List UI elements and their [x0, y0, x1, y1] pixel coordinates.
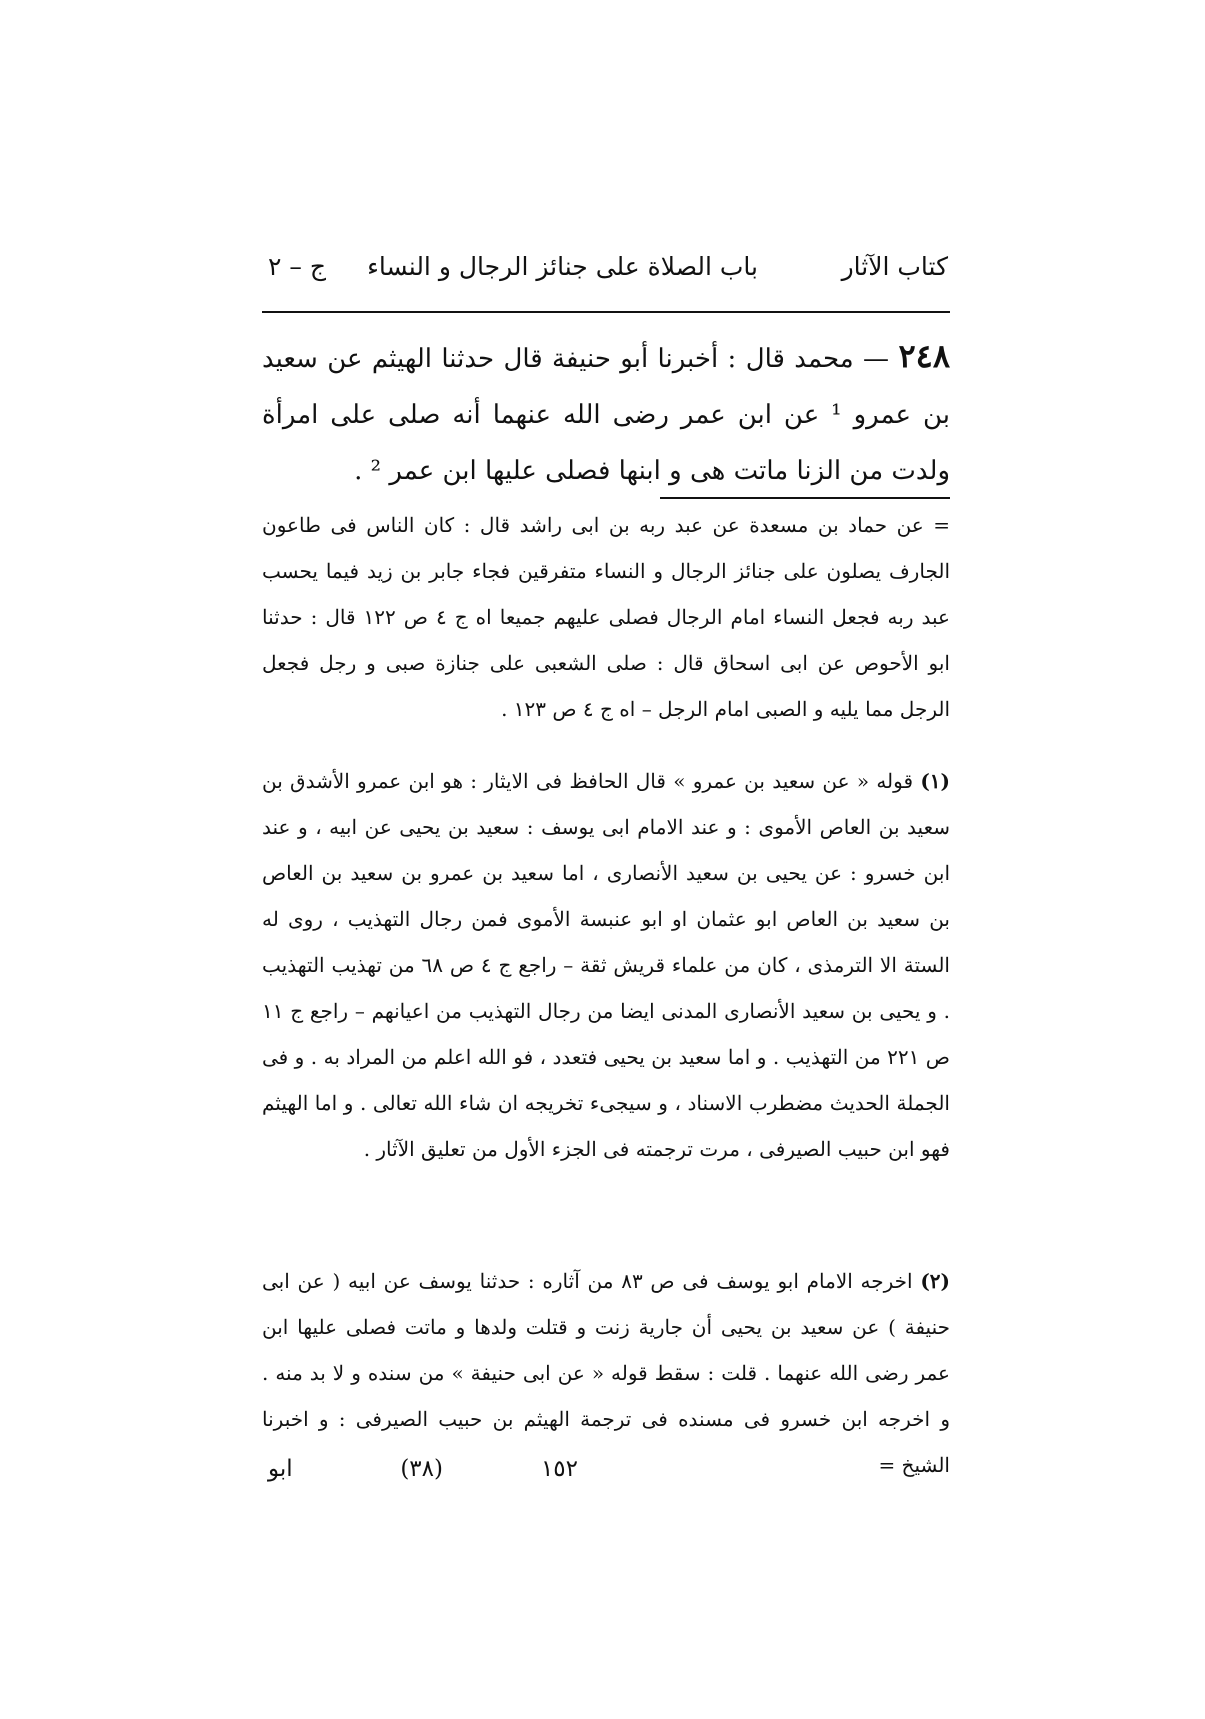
footnote-continuation-text: = عن حماد بن مسعدة عن عبد ربه بن ابى راشد قال : كان الناس فى طاعون الجارف يصلون على جنائز الرجال و النساء متفرقين فجاء جابر بن زيد فيما يحسب عبد ربه فجعل النساء امام الرجال فصلى عليهم جميعا اه ج ٤ ص ١٢٢ قال : حدثنا ابو الأحوص عن ابى اسحاق قال : صلى الشعبى على جنازة صبى و رجل فجعل الرجل مما يليه و الصبى امام الرجل – اه ج ٤ ص ١٢٣ . [262, 513, 950, 721]
footnote-1 [262, 758, 950, 1172]
footnote-1-text: قوله « عن سعيد بن عمرو » قال الحافظ فى الايثار : هو ابن عمرو الأشدق بن سعيد بن العاص الأموى : و عند الامام ابى يوسف : سعيد بن يحيى عن ابيه ، و عند ابن خسرو : عن يحيى بن سعيد الأنصارى ، اما سعيد بن عمرو بن سعيد بن العاص بن سعيد بن العاص ابو عثمان او ابو عنبسة الأموى فمن رجال التهذيب ، روى له الستة الا الترمذى ، كان من علماء قريش ثقة – راجع ج ٤ ص ٦٨ من تهذيب التهذيب . و يحيى بن سعيد الأنصارى المدنى ايضا من رجال التهذيب من اعيانهم – راجع ج ١١ ص ٢٢١ من التهذيب . و اما سعيد بن يحيى فتعدد ، فو الله اعلم من المراد به . و فى الجملة الحديث مضطرب الاسناد ، و سيجىء تخريجه ان شاء الله تعالى . و اما الهيثم فهو ابن حبيب الصيرفى ، مرت ترجمته فى الجزء الأول من تعليق الآثار . [262, 769, 950, 1161]
footnote-divider [660, 497, 950, 499]
footnote-continuation [262, 502, 950, 732]
header-divider [262, 311, 950, 313]
running-header [268, 252, 948, 292]
hadith-number: ٢٤٨ [898, 337, 950, 375]
signature-mark: (٣٨) [400, 1456, 443, 1482]
footnote-2-text: اخرجه الامام ابو يوسف فى ص ٨٣ من آثاره : حدثنا يوسف عن ابيه ( عن ابى حنيفة ) عن سعيد بن يحيى أن جارية زنت و قتلت ولدها و ماتت فصلى عليها ابن عمر رضى الله عنهما . قلت : سقط قوله « عن ابى حنيفة » من سنده و لا بد منه . و اخرجه ابن خسرو فى مسنده فى ترجمة الهيثم بن حبيب الصيرفى : و اخبرنا الشيخ = [262, 1269, 950, 1477]
footnote-2 [262, 1258, 950, 1488]
chapter-title: باب الصلاة على جنائز الرجال و النساء [367, 252, 758, 281]
page-footer [268, 1456, 948, 1496]
part-number: ج – ٢ [268, 252, 326, 281]
main-text [262, 328, 950, 499]
footnote-1-marker: (١) [920, 769, 951, 793]
book-title: كتاب الآثار [841, 252, 948, 281]
page-number: ١٥٢ [540, 1456, 578, 1482]
footnote-2-marker: (٢) [920, 1269, 951, 1293]
catchword: ابو [268, 1456, 293, 1482]
hadith-text: — محمد قال : أخبرنا أبو حنيفة قال حدثنا الهيثم عن سعيد بن عمرو ¹ عن ابن عمر رضى الله عنهما أنه صلى على امرأة ولدت من الزنا ماتت هى و ابنها فصلى عليها ابن عمر ² . [262, 344, 950, 486]
